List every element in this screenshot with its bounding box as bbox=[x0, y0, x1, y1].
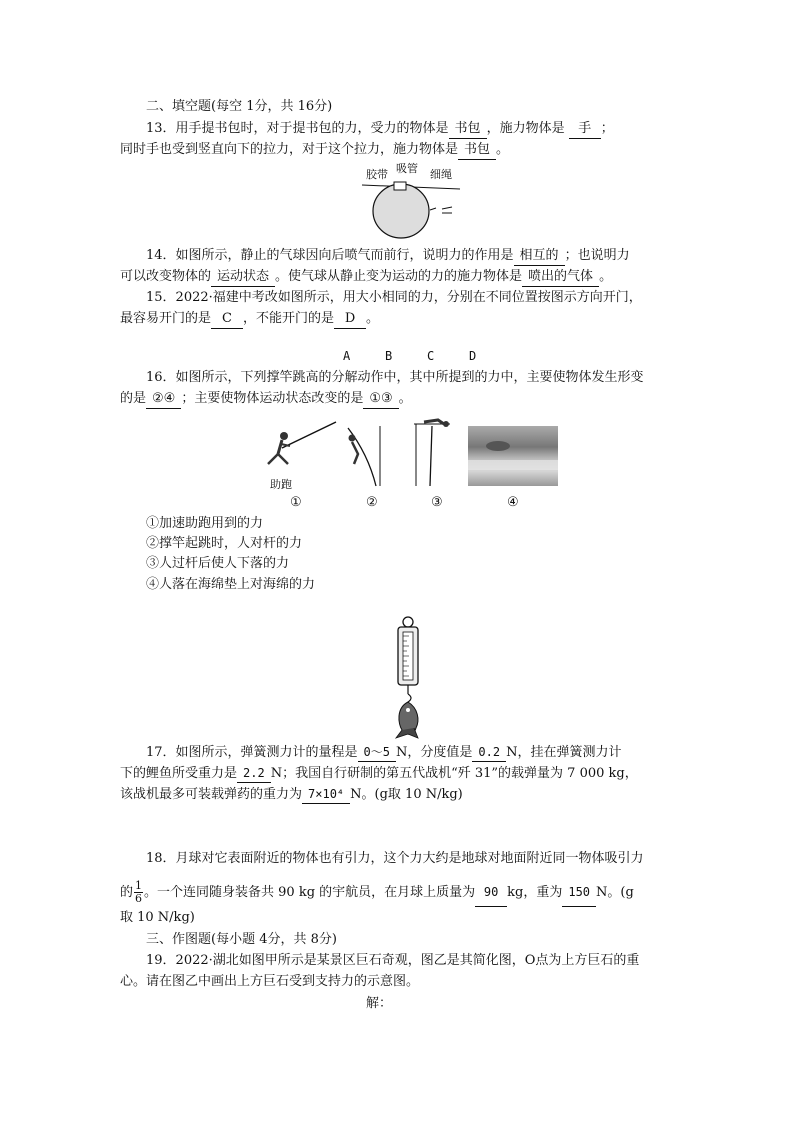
q14-line1: 14．如图所示，静止的气球因向后喷气而前行，说明力的作用是 相互的 ；也说明力 bbox=[146, 247, 630, 266]
section3-heading: 三、作图题(每小题 4分，共 8分) bbox=[146, 932, 337, 947]
q18-line1: 18．月球对它表面附近的物体也有引力，这个力大约是地球对地面附近同一物体吸引力 bbox=[146, 851, 644, 866]
q15-option-c: C bbox=[427, 349, 435, 363]
fraction-one-sixth: $\frac{1}{6}$ bbox=[135, 879, 143, 905]
q18-answer1: 90 bbox=[475, 878, 507, 907]
q15-answer1: C bbox=[211, 310, 243, 329]
q13-answer1: 书包 bbox=[449, 120, 487, 139]
q13-line2: 同时手也受到竖直向下的拉力，对于这个拉力，施力物体是 书包 。 bbox=[120, 141, 509, 160]
q14-answer1: 相互的 bbox=[514, 247, 565, 266]
balloon-figure bbox=[360, 162, 470, 242]
section2-heading: 二、填空题(每空 1分，共 16分) bbox=[146, 99, 333, 114]
q15-line1: 15．2022·福建中考改如图所示，用大小相同的力，分别在不同位置按图示方向开门， bbox=[146, 290, 642, 305]
q15-line2: 最容易开门的是 C ，不能开门的是 D 。 bbox=[120, 310, 379, 329]
q15-option-b: B bbox=[385, 349, 393, 363]
q18-line3: 取 10 N/kg) bbox=[120, 910, 195, 925]
q17-line3: 该战机最多可装载弹药的重力为 7×10⁴ N。(g取 10 N/kg) bbox=[120, 787, 463, 802]
q16-item-2: ②撑竿起跳时，人对杆的力 bbox=[146, 536, 303, 551]
q16-line1: 16．如图所示，下列撑竿跳高的分解动作中，其中所提到的力中，主要使物体发生形变 bbox=[146, 370, 644, 385]
q19-solution-label: 解： bbox=[366, 996, 393, 1011]
q15-option-a: A bbox=[343, 349, 351, 363]
q13-line1: 13．用手提书包时，对于提书包的力，受力的物体是 书包 ，施力物体是 手 ； bbox=[146, 120, 614, 139]
q13-answer2: 手 bbox=[569, 120, 601, 139]
q14-answer2: 运动状态 bbox=[211, 268, 275, 287]
q17-answer4: 7×10⁴ bbox=[302, 785, 350, 804]
q17-answer1: 0～5 bbox=[358, 743, 396, 762]
figure-landing-photo bbox=[468, 426, 558, 486]
label-tape: 胶带 bbox=[366, 168, 388, 181]
q13-answer3: 书包 bbox=[458, 141, 496, 160]
q18-line2: 的 $\frac{1}{6}$ 。一个连同随身装备共 90 kg 的宇航员，在月球上质量为 90 kg，重为 150 N。(g bbox=[120, 879, 634, 905]
q18-answer2: 150 bbox=[562, 878, 596, 907]
q19-line1: 19．2022·湖北如图甲所示是某景区巨石奇观，图乙是其简化图，O点为上方巨石的重 bbox=[146, 953, 640, 968]
q16-item-4: ④人落在海绵垫上对海绵的力 bbox=[146, 577, 316, 592]
fig-label-2: ② bbox=[366, 495, 378, 510]
label-string: 细绳 bbox=[430, 168, 452, 181]
fig-label-3: ③ bbox=[431, 495, 443, 510]
q17-line2: 下的鲤鱼所受重力是 2.2 N；我国自行研制的第五代战机“歼 31”的载弹量为 7 000 kg， bbox=[120, 766, 638, 781]
q17-answer2: 0.2 bbox=[472, 743, 506, 762]
q17-line1: 17．如图所示，弹簧测力计的量程是 0～5 N，分度值是 0.2 N，挂在弹簧测力计 bbox=[146, 745, 622, 760]
label-straw: 吸管 bbox=[396, 162, 418, 175]
spring-scale-figure bbox=[388, 616, 428, 740]
q16-answer1: ②④ bbox=[146, 390, 181, 409]
q14-answer3: 喷出的气体 bbox=[522, 268, 599, 287]
fig-label-1: ① bbox=[290, 495, 302, 510]
figure-takeoff bbox=[340, 424, 390, 488]
run-label: 助跑 bbox=[270, 478, 292, 491]
q14-line2: 可以改变物体的 运动状态 。使气球从静止变为运动的力的施力物体是 喷出的气体 。 bbox=[120, 268, 612, 287]
q16-item-1: ①加速助跑用到的力 bbox=[146, 516, 264, 531]
figure-run bbox=[258, 414, 338, 490]
q15-option-d: D bbox=[469, 349, 477, 363]
q16-item-3: ③人过杆后使人下落的力 bbox=[146, 556, 290, 571]
q16-line2: 的是 ②④ ；主要使物体运动状态改变的是 ①③ 。 bbox=[120, 390, 412, 409]
q17-answer3: 2.2 bbox=[237, 764, 271, 783]
q16-answer2: ①③ bbox=[363, 390, 398, 409]
q19-line2: 心。请在图乙中画出上方巨石受到支持力的示意图。 bbox=[120, 974, 420, 989]
fig-label-4: ④ bbox=[507, 495, 519, 510]
q15-answer2: D bbox=[334, 310, 366, 329]
figure-clear-bar bbox=[408, 418, 454, 488]
